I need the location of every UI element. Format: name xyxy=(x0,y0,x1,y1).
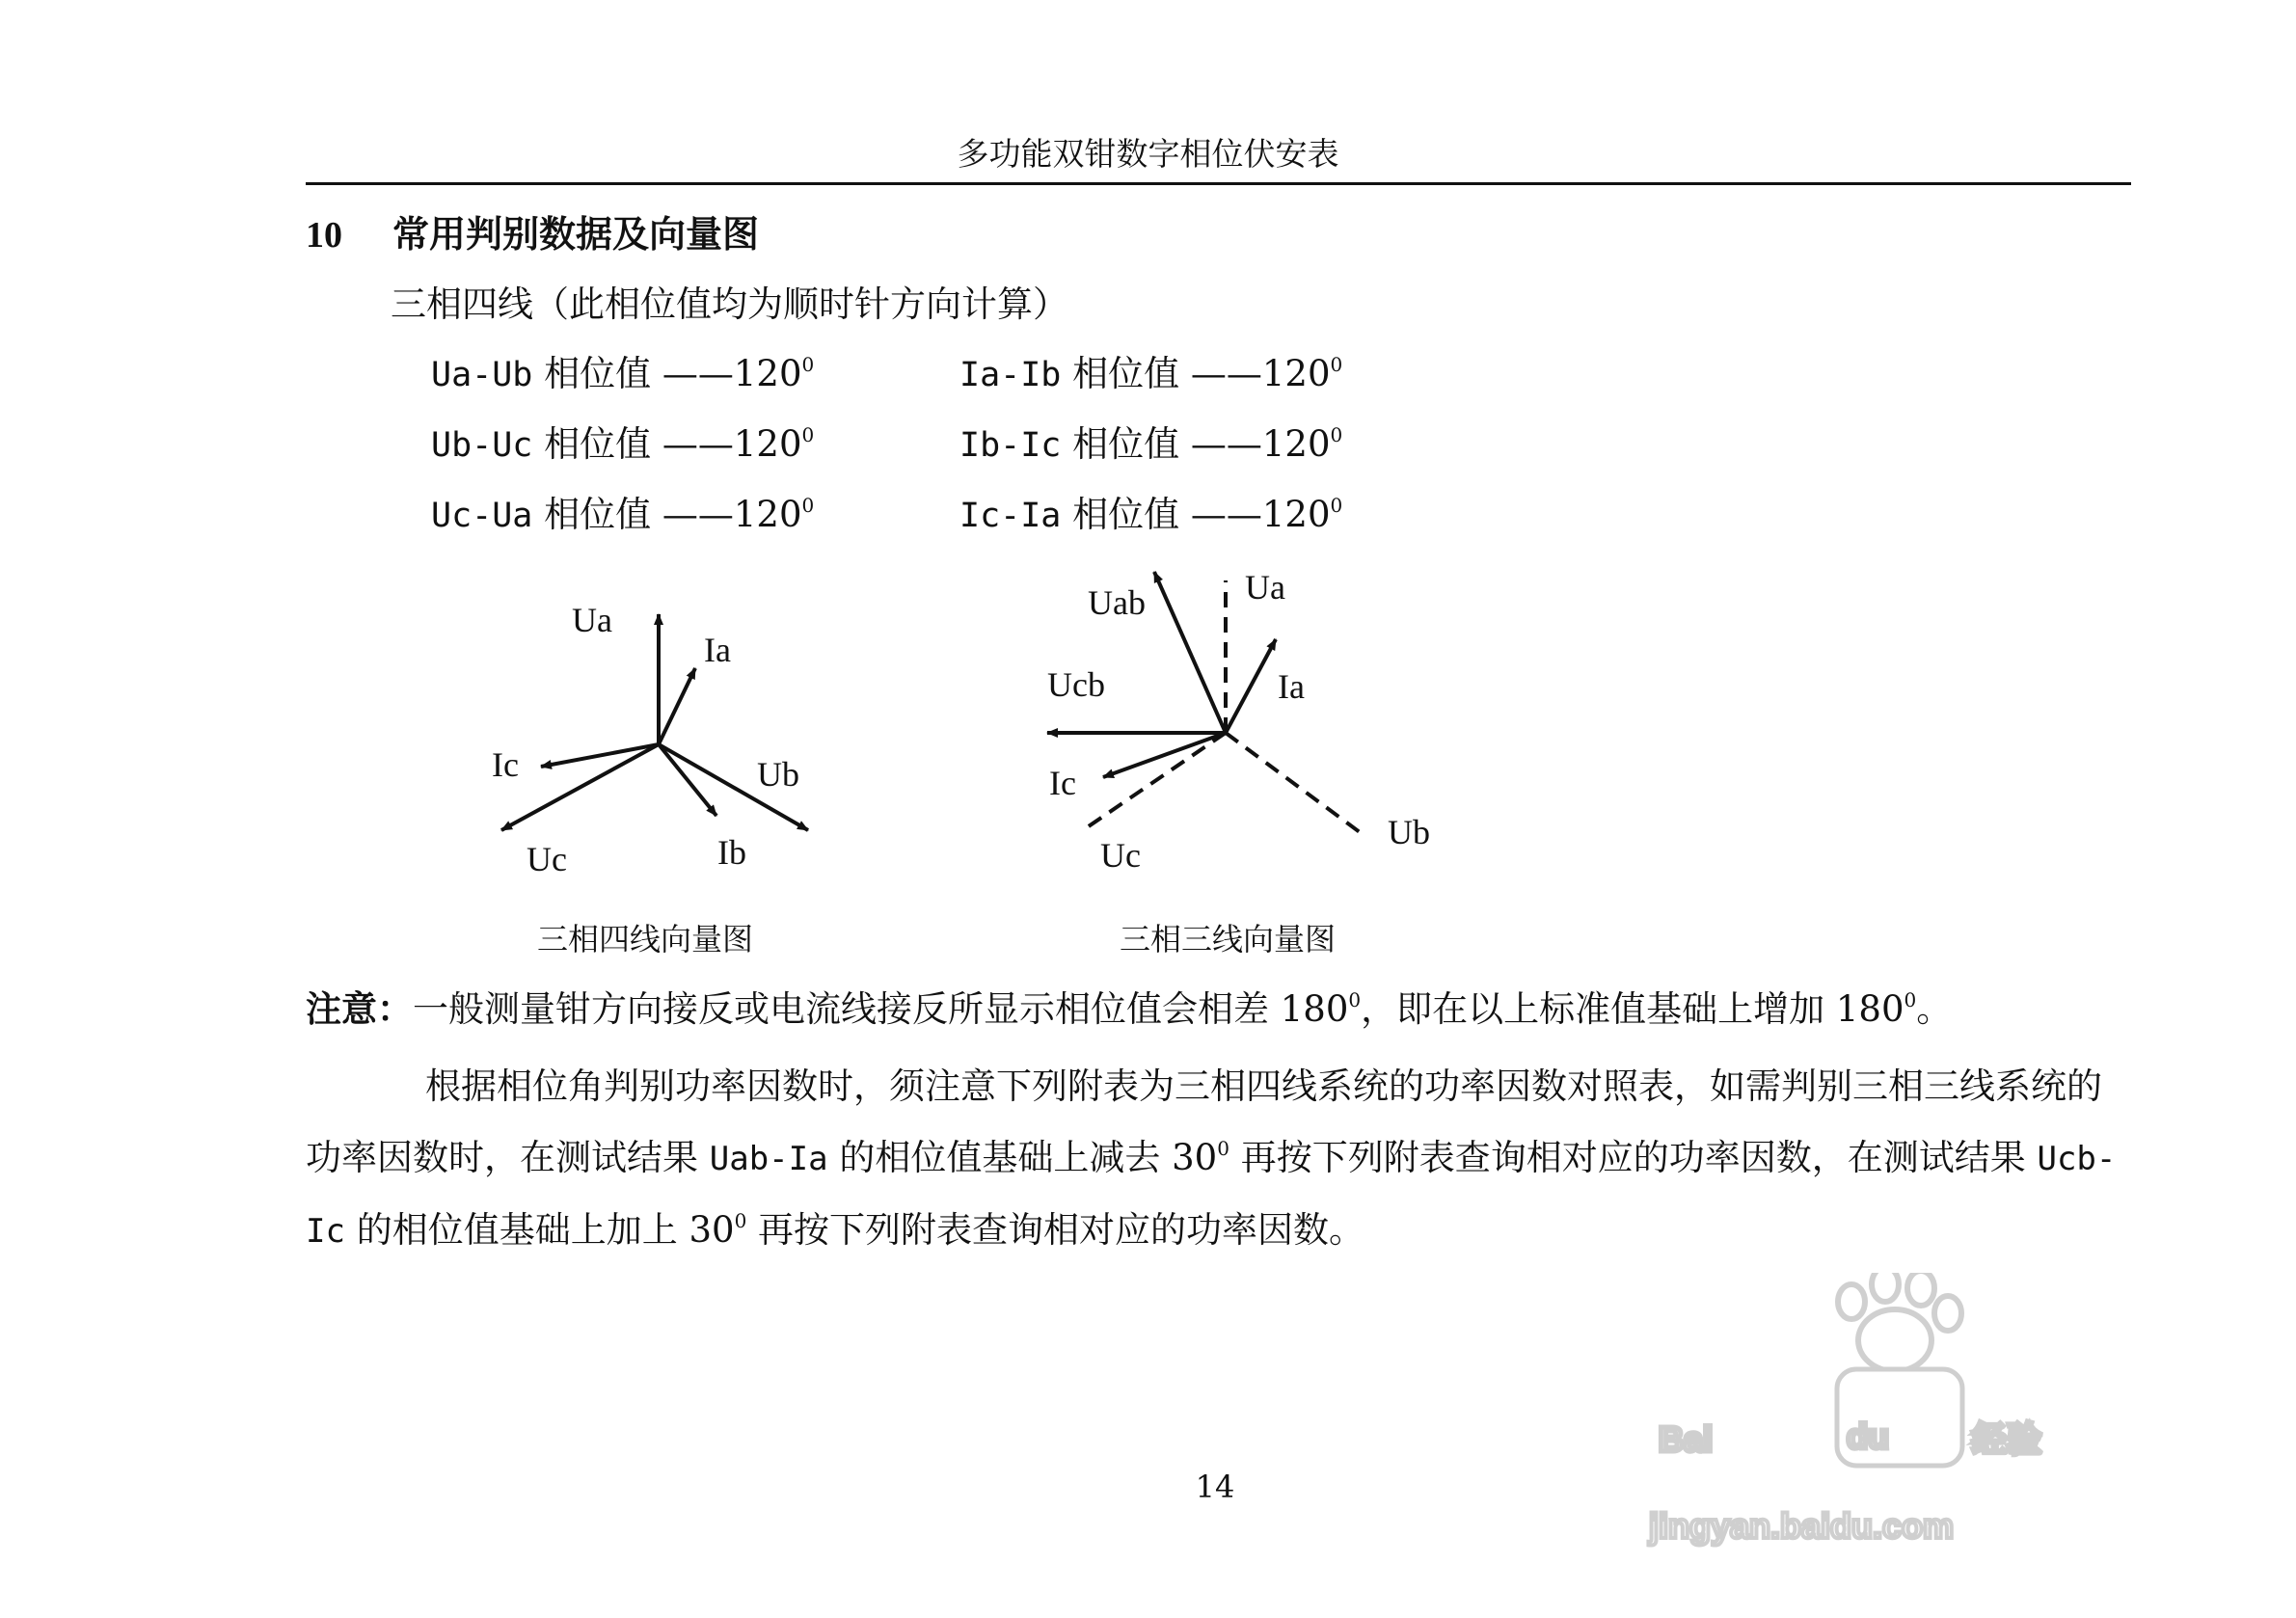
phase-dash: —— xyxy=(662,423,734,465)
phase-pair: Ic-Ia xyxy=(959,497,1062,535)
ic-label: Ic xyxy=(492,745,519,784)
phase-dash: —— xyxy=(1190,494,1262,535)
phase-pair: Ib-Ic xyxy=(959,426,1062,465)
para-text-1: 根据相位角判别功率因数时，须注意下列附表为三相四线系统的功率因数对照表，如需判别三相三线系统的功率因数时，在测试结果 xyxy=(306,1065,2102,1178)
four-wire-diagram xyxy=(501,614,808,830)
ia-vector xyxy=(1226,639,1276,733)
svg-text:du: du xyxy=(1847,1416,1889,1456)
note-line xyxy=(306,984,1952,1035)
para-sup-2: 0 xyxy=(734,1209,747,1232)
phase-unit: 0 xyxy=(1330,494,1343,517)
phase-pair: Uc-Ua xyxy=(431,497,533,535)
para-code-2: Ucb- Ic xyxy=(306,1140,2117,1251)
phase-value: 120 xyxy=(733,494,802,535)
phase-unit: 0 xyxy=(801,494,815,517)
ib-label: Ib xyxy=(717,833,746,872)
four-wire-caption: 三相四线向量图 xyxy=(537,921,754,957)
page-number: 14 xyxy=(1195,1469,1235,1505)
watermark-brand-text xyxy=(1659,1369,2041,1466)
note-sup-1: 0 xyxy=(1348,988,1362,1011)
section-title: 常用判别数据及向量图 xyxy=(392,212,760,256)
ib-vector xyxy=(659,744,716,816)
phase-pair: Ub-Uc xyxy=(431,426,533,465)
power-factor-paragraph xyxy=(306,1051,2131,1267)
svg-text:经验: 经验 xyxy=(1972,1420,2042,1460)
phase-value: 120 xyxy=(1261,423,1331,465)
phase-pair: Ia-Ib xyxy=(959,356,1062,394)
uab-vector xyxy=(1154,572,1226,733)
phase-dash: —— xyxy=(662,353,734,394)
para-text-2: 的相位值基础上减去 30 xyxy=(827,1137,1218,1178)
para-text-5: 再按下列附表查询相对应的功率因数。 xyxy=(746,1209,1365,1251)
ua-label: Ua xyxy=(572,601,612,639)
phase-dash: —— xyxy=(662,494,734,535)
paw-logo-icon xyxy=(1838,1273,1961,1371)
para-code-1: Uab-Ia xyxy=(709,1140,828,1178)
ia-label: Ia xyxy=(1278,667,1305,706)
ub-label: Ub xyxy=(1388,813,1430,851)
phase-label: 相位值 xyxy=(1072,353,1180,394)
ic-label: Ic xyxy=(1049,764,1076,802)
page-header-title: 多功能双钳数字相位伏安表 xyxy=(957,135,1339,173)
uc-label: Uc xyxy=(527,840,567,878)
phase-label: 相位值 xyxy=(1072,494,1180,535)
phase-unit: 0 xyxy=(801,353,815,376)
baidu-jingyan-watermark xyxy=(1639,1273,2237,1562)
ic-vector xyxy=(1103,733,1226,777)
section-number: 10 xyxy=(306,215,342,256)
note-text-3: 。 xyxy=(1916,988,1953,1030)
phase-dash: —— xyxy=(1190,353,1262,394)
note-sup-2: 0 xyxy=(1904,988,1917,1011)
para-text-4: 的相位值基础上加上 30 xyxy=(344,1209,735,1251)
phase-unit: 0 xyxy=(1330,423,1343,446)
phase-unit: 0 xyxy=(1330,353,1343,376)
svg-text:Bai: Bai xyxy=(1659,1419,1714,1459)
phase-label: 相位值 xyxy=(544,353,652,394)
phase-pair: Ua-Ub xyxy=(431,356,533,394)
ub-reference-dashed xyxy=(1226,733,1364,835)
note-text-2: ，即在以上标准值基础上增加 180 xyxy=(1361,988,1904,1030)
ua-label: Ua xyxy=(1245,568,1285,607)
note-text-1: 一般测量钳方向接反或电流线接反所显示相位值会相差 180 xyxy=(413,988,1349,1030)
note-prefix: 注意： xyxy=(306,987,413,1030)
phase-value: 120 xyxy=(733,423,802,465)
para-text-3: 再按下列附表查询相对应的功率因数，在测试结果 xyxy=(1229,1137,2038,1178)
subtitle: 三相四线（此相位值均为顺时针方向计算） xyxy=(391,283,1068,325)
phase-label: 相位值 xyxy=(1072,423,1180,465)
uc-reference-dashed xyxy=(1083,733,1226,830)
uc-label: Uc xyxy=(1100,836,1141,875)
ia-label: Ia xyxy=(704,631,731,669)
ia-vector xyxy=(659,668,695,744)
ub-label: Ub xyxy=(757,755,799,794)
phase-value: 120 xyxy=(733,353,802,394)
phase-label: 相位值 xyxy=(544,423,652,465)
ucb-label: Ucb xyxy=(1047,665,1105,704)
three-wire-caption: 三相三线向量图 xyxy=(1120,921,1337,957)
phase-unit: 0 xyxy=(801,423,815,446)
phase-dash: —— xyxy=(1190,423,1262,465)
watermark-url-text: jingyan.baidu.com xyxy=(1649,1506,1955,1546)
para-sup-1: 0 xyxy=(1217,1137,1229,1160)
phase-value: 120 xyxy=(1261,353,1331,394)
phase-label: 相位值 xyxy=(544,494,652,535)
phase-value: 120 xyxy=(1261,494,1331,535)
uab-label: Uab xyxy=(1088,583,1146,622)
